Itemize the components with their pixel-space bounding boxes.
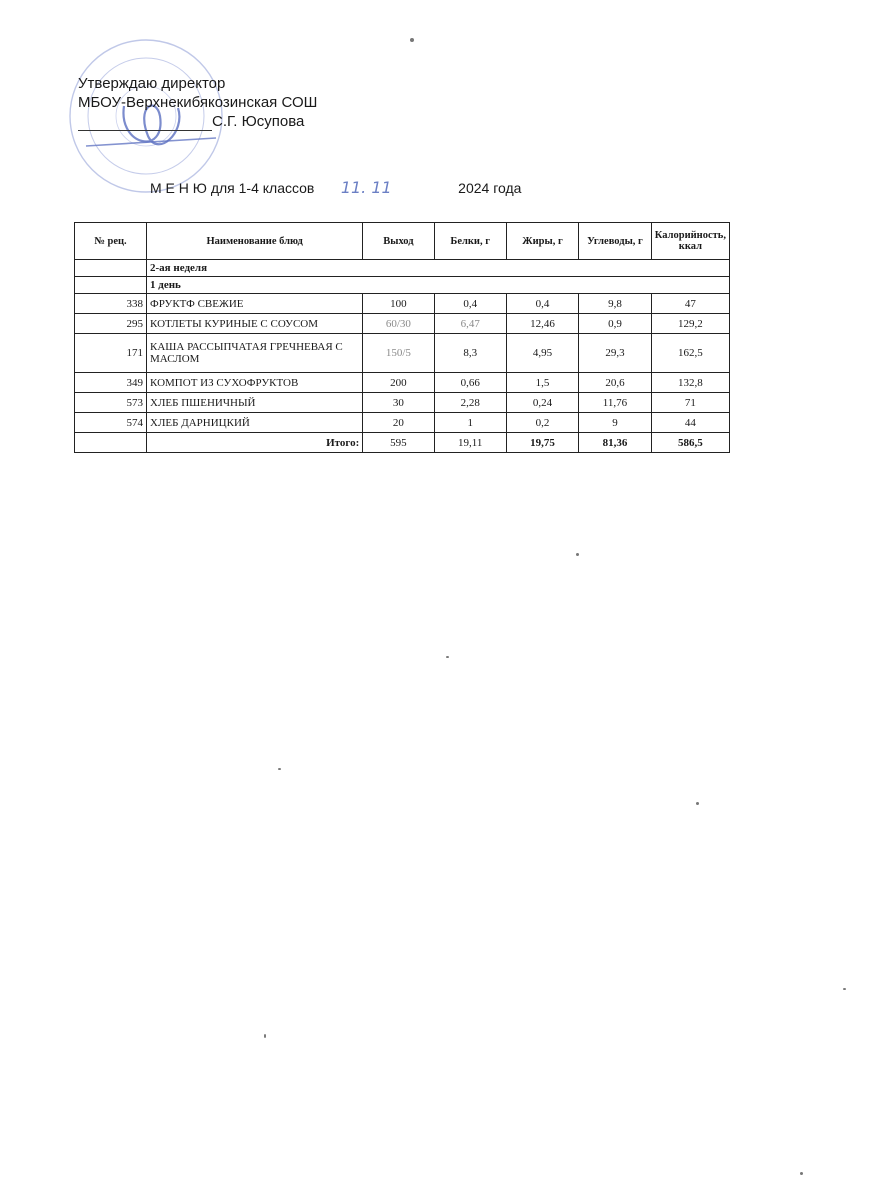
cell-fat: 1,5 [506, 373, 578, 393]
day-label: 1 день [147, 277, 730, 294]
cell-rec: 295 [75, 314, 147, 334]
total-protein: 19,11 [434, 433, 506, 453]
cell-name: ХЛЕБ ПШЕНИЧНЫЙ [147, 393, 363, 413]
cell-fat: 0,4 [506, 294, 578, 314]
scan-speck [278, 768, 281, 770]
week-row [75, 260, 730, 277]
cell-name: КОМПОТ ИЗ СУХОФРУКТОВ [147, 373, 363, 393]
day-row [75, 277, 730, 294]
table-header-row [75, 223, 730, 260]
cell-carbs: 11,76 [579, 393, 652, 413]
cell-carbs: 9 [579, 413, 652, 433]
cell-name: ХЛЕБ ДАРНИЦКИЙ [147, 413, 363, 433]
cell-fat: 4,95 [506, 334, 578, 373]
signer-name: С.Г. Юсупова [212, 113, 305, 130]
week-label: 2-ая неделя [147, 260, 730, 277]
header-name: Наименование блюд [147, 223, 363, 260]
cell-protein: 6,47 [434, 314, 506, 334]
cell-rec: 573 [75, 393, 147, 413]
menu-title-prefix: М Е Н Ю для 1-4 классов [150, 180, 315, 196]
scan-speck [576, 553, 579, 556]
signature-line [78, 112, 317, 131]
total-carbs: 81,36 [579, 433, 652, 453]
week-blank [75, 260, 147, 277]
scan-speck [800, 1172, 803, 1175]
total-kcal: 586,5 [651, 433, 729, 453]
cell-name: КОТЛЕТЫ КУРИНЫЕ С СОУСОМ [147, 314, 363, 334]
cell-fat: 0,2 [506, 413, 578, 433]
menu-title [150, 178, 521, 197]
table-row [75, 393, 730, 413]
total-fat: 19,75 [506, 433, 578, 453]
menu-year: 2024 года [458, 180, 522, 196]
cell-kcal: 44 [651, 413, 729, 433]
cell-rec: 338 [75, 294, 147, 314]
cell-fat: 12,46 [506, 314, 578, 334]
header-carbs: Углеводы, г [579, 223, 652, 260]
cell-kcal: 47 [651, 294, 729, 314]
cell-protein: 0,66 [434, 373, 506, 393]
cell-carbs: 9,8 [579, 294, 652, 314]
header-kcal: Калорийность, ккал [651, 223, 729, 260]
scan-speck [410, 38, 414, 42]
cell-output: 60/30 [363, 314, 434, 334]
cell-rec: 171 [75, 334, 147, 373]
cell-output: 100 [363, 294, 434, 314]
header-fat: Жиры, г [506, 223, 578, 260]
cell-protein: 0,4 [434, 294, 506, 314]
table-row [75, 294, 730, 314]
scan-speck [446, 656, 449, 658]
cell-kcal: 71 [651, 393, 729, 413]
scan-speck [843, 988, 846, 990]
cell-protein: 8,3 [434, 334, 506, 373]
approval-line-2: МБОУ-Верхнекибякозинская СОШ [78, 94, 318, 111]
total-output: 595 [363, 433, 434, 453]
menu-table [74, 222, 730, 453]
table-row [75, 314, 730, 334]
header-protein: Белки, г [434, 223, 506, 260]
cell-fat: 0,24 [506, 393, 578, 413]
cell-output: 200 [363, 373, 434, 393]
cell-carbs: 0,9 [579, 314, 652, 334]
total-blank-1 [75, 433, 147, 453]
cell-output: 150/5 [363, 334, 434, 373]
cell-output: 30 [363, 393, 434, 413]
cell-kcal: 129,2 [651, 314, 729, 334]
table-row [75, 413, 730, 433]
cell-protein: 2,28 [434, 393, 506, 413]
approval-line-1: Утверждаю директор [78, 75, 226, 92]
scan-speck [696, 802, 699, 805]
total-row [75, 433, 730, 453]
scan-speck [264, 1034, 266, 1038]
cell-name: ФРУКТФ СВЕЖИЕ [147, 294, 363, 314]
cell-rec: 349 [75, 373, 147, 393]
total-label: Итого: [147, 433, 363, 453]
cell-rec: 574 [75, 413, 147, 433]
menu-date-handwritten: 11. 11 [340, 178, 392, 197]
day-blank [75, 277, 147, 294]
signature-blank [78, 116, 212, 131]
cell-kcal: 132,8 [651, 373, 729, 393]
cell-name: КАША РАССЫПЧАТАЯ ГРЕЧНЕВАЯ С МАСЛОМ [147, 334, 363, 373]
table-row [75, 373, 730, 393]
cell-carbs: 29,3 [579, 334, 652, 373]
cell-carbs: 20,6 [579, 373, 652, 393]
table-row [75, 334, 730, 373]
header-rec: № рец. [75, 223, 147, 260]
cell-output: 20 [363, 413, 434, 433]
cell-protein: 1 [434, 413, 506, 433]
header-output: Выход [363, 223, 434, 260]
approval-block [78, 74, 317, 131]
cell-kcal: 162,5 [651, 334, 729, 373]
